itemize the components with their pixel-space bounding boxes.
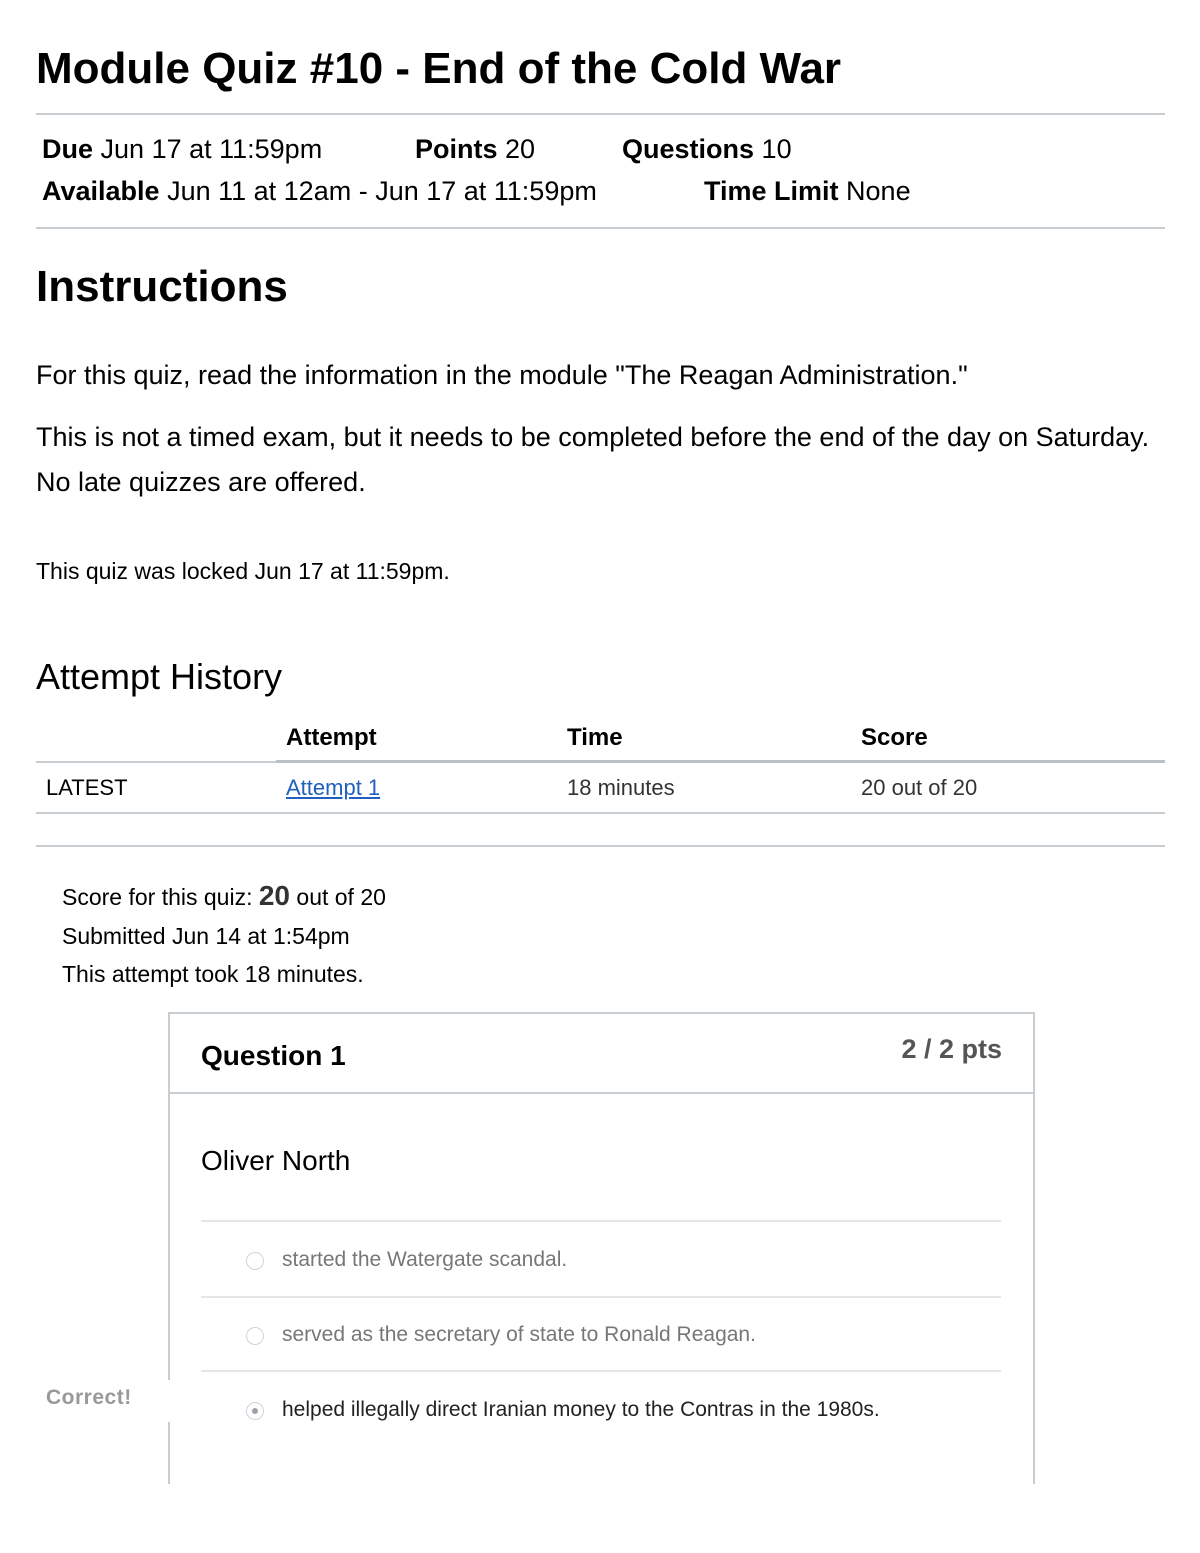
locked-notice: This quiz was locked Jun 17 at 11:59pm.: [36, 558, 450, 584]
column-header-time: Time: [567, 724, 623, 751]
table-header-underline: [276, 760, 1165, 763]
questions-value: 10: [761, 134, 792, 164]
radio-selected-icon[interactable]: [246, 1402, 264, 1420]
answer-divider: [201, 1296, 1001, 1298]
points-value: 20: [505, 134, 536, 164]
question-points: 2 / 2 pts: [901, 1034, 1002, 1064]
questions-meta: [622, 134, 792, 165]
column-header-score: Score: [861, 724, 928, 751]
question-card: [168, 1012, 1035, 1484]
available-value: Jun 11 at 12am - Jun 17 at 11:59pm: [167, 176, 597, 206]
due-meta: [42, 134, 322, 165]
radio-icon[interactable]: [246, 1327, 264, 1345]
divider: [36, 227, 1165, 229]
time-limit-label: Time Limit: [704, 176, 839, 206]
radio-icon[interactable]: [246, 1252, 264, 1270]
time-limit-meta: [704, 176, 911, 207]
score-summary: [62, 880, 386, 912]
points-meta: [415, 134, 535, 165]
score-value: 20: [258, 880, 291, 911]
column-header-attempt: Attempt: [286, 724, 377, 751]
due-label: Due: [42, 134, 94, 164]
instructions-paragraph-1: For this quiz, read the information in the module "The Reagan Administration.": [36, 360, 968, 390]
questions-label: Questions: [622, 134, 755, 164]
instructions-heading: Instructions: [36, 262, 288, 311]
answer-label: served as the secretary of state to Ronald Reagan.: [282, 1323, 756, 1346]
answer-option[interactable]: [201, 1248, 1001, 1288]
answer-divider: [201, 1370, 1001, 1372]
score-prefix: Score for this quiz:: [62, 884, 259, 910]
attempt-status-badge: LATEST: [46, 775, 128, 800]
answer-option[interactable]: [201, 1323, 1001, 1363]
page-title: Module Quiz #10 - End of the Cold War: [36, 44, 842, 93]
available-meta: [42, 176, 597, 207]
submitted-time: Submitted Jun 14 at 1:54pm: [62, 923, 350, 949]
attempt-score: 20 out of 20: [861, 775, 978, 800]
table-row-divider: [36, 812, 1165, 814]
correct-answer-tag: Correct!: [46, 1386, 132, 1409]
due-value: Jun 17 at 11:59pm: [100, 134, 323, 164]
divider: [36, 113, 1165, 115]
answer-option-selected[interactable]: [201, 1398, 1001, 1438]
points-label: Points: [415, 134, 498, 164]
answer-label: helped illegally direct Iranian money to the Contras in the 1980s.: [282, 1398, 880, 1421]
answer-divider: [201, 1220, 1001, 1222]
correct-marker-notch: [130, 1380, 172, 1422]
attempt-1-link[interactable]: Attempt 1: [286, 775, 381, 800]
attempt-history-heading: Attempt History: [36, 656, 283, 697]
score-suffix: out of 20: [290, 884, 386, 910]
available-label: Available: [42, 176, 160, 206]
time-limit-value: None: [846, 176, 911, 206]
question-text: Oliver North: [201, 1145, 351, 1176]
question-header-divider: [170, 1092, 1033, 1094]
question-title: Question 1: [201, 1040, 346, 1071]
instructions-paragraph-2: This is not a timed exam, but it needs to be completed before the end of the day on Saturday. No late quizzes are offered.: [36, 422, 1150, 497]
answer-label: started the Watergate scandal.: [282, 1248, 568, 1271]
attempt-duration: This attempt took 18 minutes.: [62, 961, 364, 987]
attempt-time: 18 minutes: [567, 775, 675, 800]
divider: [36, 845, 1165, 847]
